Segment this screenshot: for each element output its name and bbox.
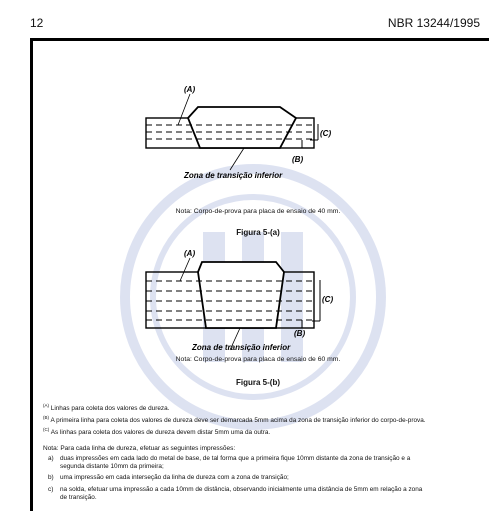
standard-code: NBR 13244/1995 bbox=[387, 16, 480, 30]
footnote-a bbox=[43, 403, 473, 412]
note-item-mark: b) bbox=[48, 474, 54, 481]
figure-5b-caption: Figura 5-(b) bbox=[236, 378, 280, 387]
figure-5a-caption: Figura 5-(a) bbox=[236, 228, 280, 237]
footnote-c bbox=[43, 427, 473, 436]
note-item-text: na solda, efetuar uma impressão a cada 10mm de distância, observando inicialmente uma distância de 5mm em relação a zona de transição. bbox=[60, 486, 423, 502]
note-item-mark: c) bbox=[48, 486, 54, 493]
note-item-a bbox=[48, 455, 448, 471]
figure-5a-label-b: (B) bbox=[292, 155, 304, 164]
footnote-mark: (A) bbox=[43, 403, 49, 408]
figure-5a-zone-label: Zona de transição inferior bbox=[184, 171, 283, 180]
figure-5b-label-b: (B) bbox=[294, 329, 306, 338]
footnote-mark: (C) bbox=[43, 427, 50, 432]
note-item-b bbox=[48, 474, 448, 482]
note-item-mark: a) bbox=[48, 455, 54, 462]
note-item-text: uma impressão em cada interseção da linha de dureza com a zona de transição; bbox=[60, 474, 289, 481]
figure-5a-drawing bbox=[140, 78, 372, 194]
footnote-b bbox=[43, 415, 473, 424]
figure-5a-note: Nota: Corpo-de-prova para placa de ensaio de 40 mm. bbox=[175, 208, 341, 215]
footnote-text: As linhas para coleta dos valores de dureza devem distar 5mm uma da outra. bbox=[50, 429, 271, 437]
figure-5b-zone-label: Zona de transição inferior bbox=[192, 343, 291, 352]
figure-5a-label-c: (C) bbox=[320, 129, 332, 138]
figure-5b-note: Nota: Corpo-de-prova para placa de ensaio de 60 mm. bbox=[175, 356, 341, 363]
footnote-text: A primeira linha para coleta dos valores de dureza deve ser demarcada 5mm acima da zona de transição inferior do corpo-de-prova. bbox=[50, 417, 426, 425]
figure-5b-label-a: (A) bbox=[184, 249, 196, 258]
figure-5a-label-a: (A) bbox=[184, 85, 196, 94]
note-item-text: duas impressões em cada lado do metal de base, de tal forma que a primeira fique 10mm distante da zona de transição e a segunda distante 10mm da primeira; bbox=[60, 455, 411, 471]
footnote-mark: (B) bbox=[43, 415, 49, 420]
page-number: 12 bbox=[30, 16, 44, 30]
figure-5b-label-c: (C) bbox=[322, 295, 334, 304]
figure-5b-drawing bbox=[140, 244, 372, 360]
footnote-text: Linhas para coleta dos valores de dureza. bbox=[50, 405, 170, 413]
note-heading: Nota: Para cada linha de dureza, efetuar as seguintes impressões: bbox=[43, 445, 236, 452]
